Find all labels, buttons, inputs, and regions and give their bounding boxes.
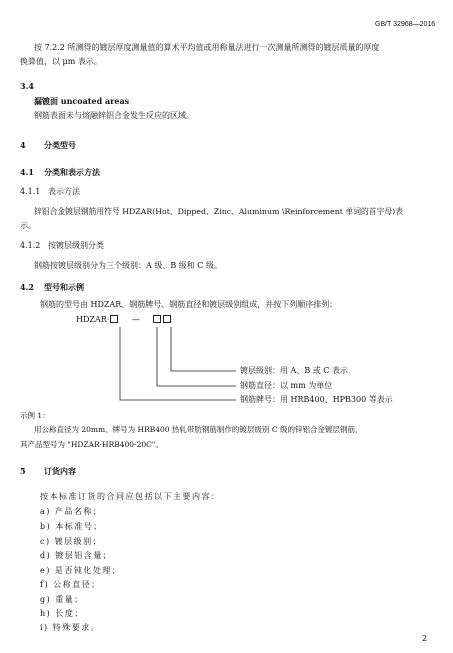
section-4-number: 4 bbox=[20, 140, 26, 150]
section-5-number: 5 bbox=[20, 466, 26, 476]
order-item-i: i) 特殊要求。 bbox=[40, 623, 101, 632]
section-5-intro: 按本标准订货的合同应包括以下主要内容： bbox=[40, 492, 221, 501]
section-4-title: 分类型号 bbox=[44, 140, 76, 150]
section-4-2-number: 4.2 bbox=[20, 282, 34, 292]
section-3-4-number: 3.4 bbox=[20, 81, 34, 91]
order-item-c: c) 镀层级别； bbox=[40, 537, 103, 546]
section-4-1-2-number: 4.1.2 bbox=[20, 241, 41, 250]
label-coating-grade: 镀层级别：用 A、B 或 C 表示 bbox=[240, 366, 348, 375]
section-5-title: 订货内容 bbox=[44, 466, 76, 476]
order-item-g: g) 重量； bbox=[40, 595, 84, 604]
diameter-leader-line bbox=[157, 327, 236, 386]
section-4-1-2-text: 钢筋按镀层级别分为三个级别：A 级、B 级和 C 级。 bbox=[34, 261, 222, 270]
order-item-b: b) 本标准号； bbox=[40, 522, 103, 531]
section-4-2-title: 型号和示例 bbox=[44, 282, 84, 292]
coating-grade-leader-line bbox=[171, 327, 236, 371]
order-item-e: e) 是否钝化处理； bbox=[40, 566, 122, 575]
term-uncoated-areas: 漏镀面 uncoated areas bbox=[34, 96, 130, 106]
example-line-1: 用公称直径为 20mm、牌号为 HRB400 热轧带肋钢筋制作的镀层级别 C 级的锌铝合金镀层钢筋， bbox=[34, 425, 363, 434]
order-item-h: h) 长度； bbox=[40, 609, 84, 618]
intro-line-1: 按 7.2.2 所测得的镀层厚度测量值的算术平均值或用称量法进行一次测量所测得的镀层质量的厚度 bbox=[34, 43, 380, 52]
term-definition: 钢筋表面未与熔融锌铝合金发生反应的区域。 bbox=[34, 111, 194, 120]
section-4-2-text: 钢筋的型号由 HDZAR、钢筋牌号、钢筋直径和镀层级别组成，并按下列顺序排列： bbox=[40, 300, 338, 309]
standard-number: GB/T 32968—2016 bbox=[375, 21, 436, 28]
order-item-a: a) 产品名称； bbox=[40, 507, 103, 516]
section-4-1-1-number: 4.1.1 bbox=[20, 187, 41, 196]
example-line-2: 其产品型号为 "HDZAR·HRB400-20C"。 bbox=[20, 440, 163, 449]
model-code-prefix: HDZAR· bbox=[76, 315, 110, 324]
section-4-1-1-title: 表示方法 bbox=[48, 187, 80, 196]
page-number: 2 bbox=[422, 634, 428, 643]
section-4-1-number: 4.1 bbox=[20, 167, 34, 177]
order-item-d: d) 镀层铝含量； bbox=[40, 551, 113, 560]
label-steel-grade: 钢筋牌号：用 HRB400、HPB300 等表示 bbox=[240, 395, 393, 404]
steel-grade-leader-line bbox=[120, 327, 236, 400]
section-4-1-1-text-2: 示。 bbox=[20, 221, 36, 230]
order-item-f: f) 公称直径； bbox=[40, 580, 101, 589]
label-diameter: 钢筋直径：以 mm 为单位 bbox=[240, 381, 333, 390]
section-4-1-title: 分类和表示方法 bbox=[44, 167, 100, 177]
section-4-1-2-title: 按镀层级别分类 bbox=[48, 241, 104, 250]
section-4-1-1-text-1: 锌铝合金镀层钢筋用符号 HDZAR(Hot、Dipped、Zinc、Aluminum \Reinforcement 单词的首字母)表 bbox=[34, 207, 404, 216]
model-code-dash: — bbox=[131, 315, 140, 324]
example-label: 示例 1： bbox=[20, 411, 50, 420]
intro-line-2: 换算值，以 μm 表示。 bbox=[20, 57, 102, 66]
